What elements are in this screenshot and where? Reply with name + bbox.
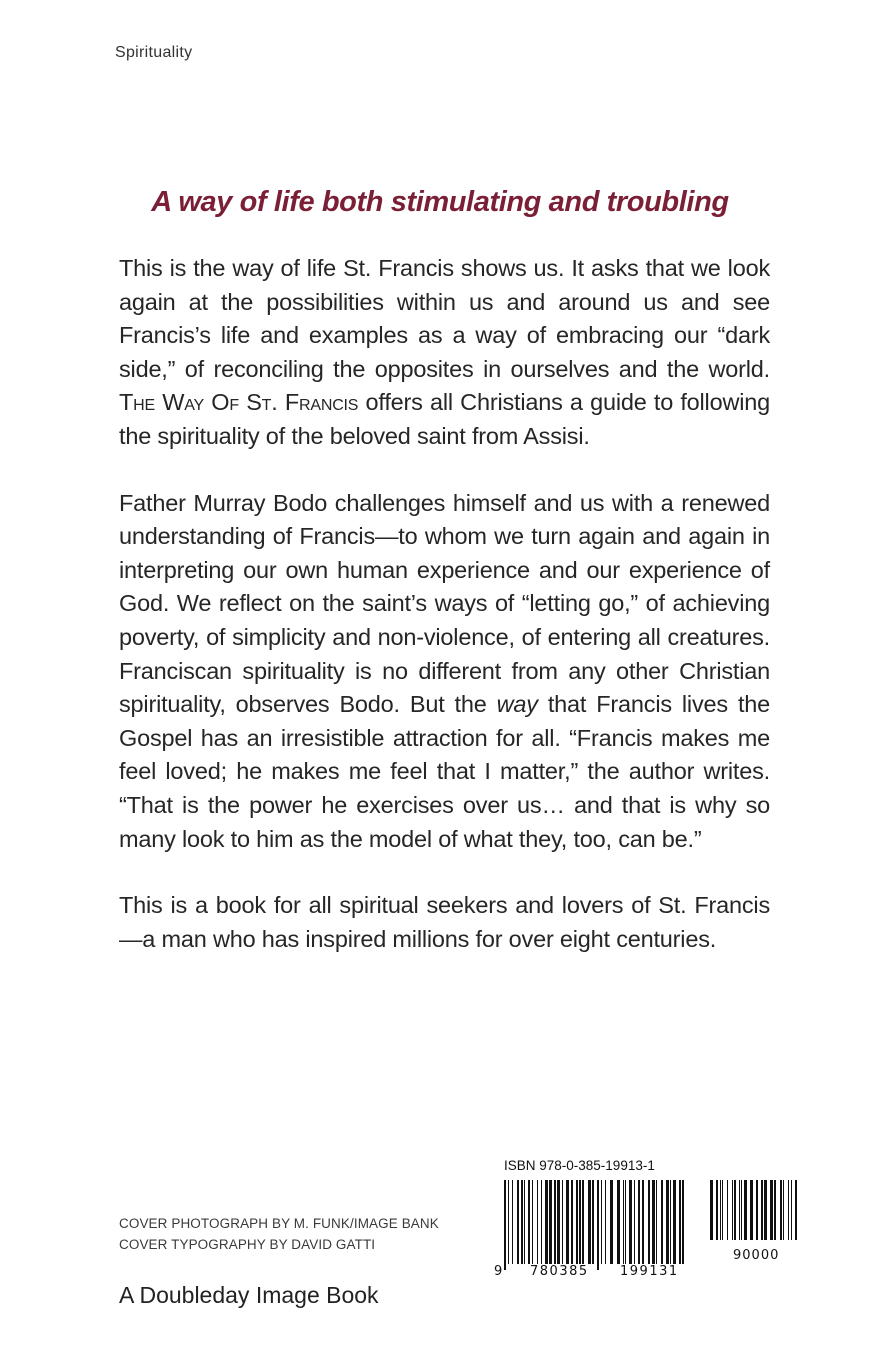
isbn-barcode bbox=[494, 1158, 804, 1282]
barcode-lead-digit: 9 bbox=[494, 1264, 503, 1279]
category-label: Spirituality bbox=[115, 44, 193, 61]
barcode-left-digits: 780385 bbox=[530, 1264, 589, 1279]
barcode-right-digits: 199131 bbox=[620, 1264, 679, 1279]
paragraph-1-text-b: offers all Christians a guide to following the spirituality of the beloved saint from Assisi. bbox=[119, 389, 770, 449]
barcode-main-bars bbox=[504, 1180, 688, 1270]
cover-credits bbox=[119, 1213, 439, 1255]
paragraph-1 bbox=[119, 252, 770, 454]
isbn-label: ISBN 978-0-385-19913-1 bbox=[504, 1158, 655, 1173]
barcode-addon-bars bbox=[710, 1180, 802, 1240]
paragraph-2-text-a: Father Murray Bodo challenges himself and us with a renewed understanding of Francis—to whom we turn again and again in interpreting our own human experience and our experience of God. We reflect on the saint’s ways of “letting go,” of achieving poverty, of simplicity and non-violence, of entering all creatures. Franciscan spirituality is no different from any other Christian spirituality, observes Bodo. But the bbox=[119, 489, 770, 718]
description-body bbox=[119, 252, 770, 989]
typography-credit: COVER TYPOGRAPHY BY DAVID GATTI bbox=[119, 1237, 376, 1252]
publisher-imprint: A Doubleday Image Book bbox=[119, 1282, 379, 1308]
headline: A way of life both stimulating and troubling bbox=[151, 186, 729, 218]
paragraph-1-text-a: This is the way of life St. Francis shows us. It asks that we look again at the possibilities within us and around us and see Francis’s life and examples as a way of embracing our “dark side,” of reconciling the opposites in ourselves and the world. bbox=[119, 255, 770, 382]
photo-credit: COVER PHOTOGRAPH BY M. FUNK/IMAGE BANK bbox=[119, 1216, 439, 1231]
barcode-addon-digits: 90000 bbox=[733, 1248, 780, 1263]
book-title-smallcaps: The Way Of St. Francis bbox=[119, 389, 359, 416]
paragraph-3: This is a book for all spiritual seekers and lovers of St. Francis—a man who has inspired millions for over eight centuries. bbox=[119, 892, 770, 952]
paragraph-2 bbox=[119, 487, 770, 857]
paragraph-2-emphasis: way bbox=[496, 691, 538, 718]
paragraph-2-text-b: that Francis lives the Gospel has an irresistible attraction for all. “Francis makes me feel loved; he makes me feel that I matter,” the author writes. “That is the power he exercises over us… and that is why so many look to him as the model of what they, too, can be.” bbox=[119, 691, 771, 852]
